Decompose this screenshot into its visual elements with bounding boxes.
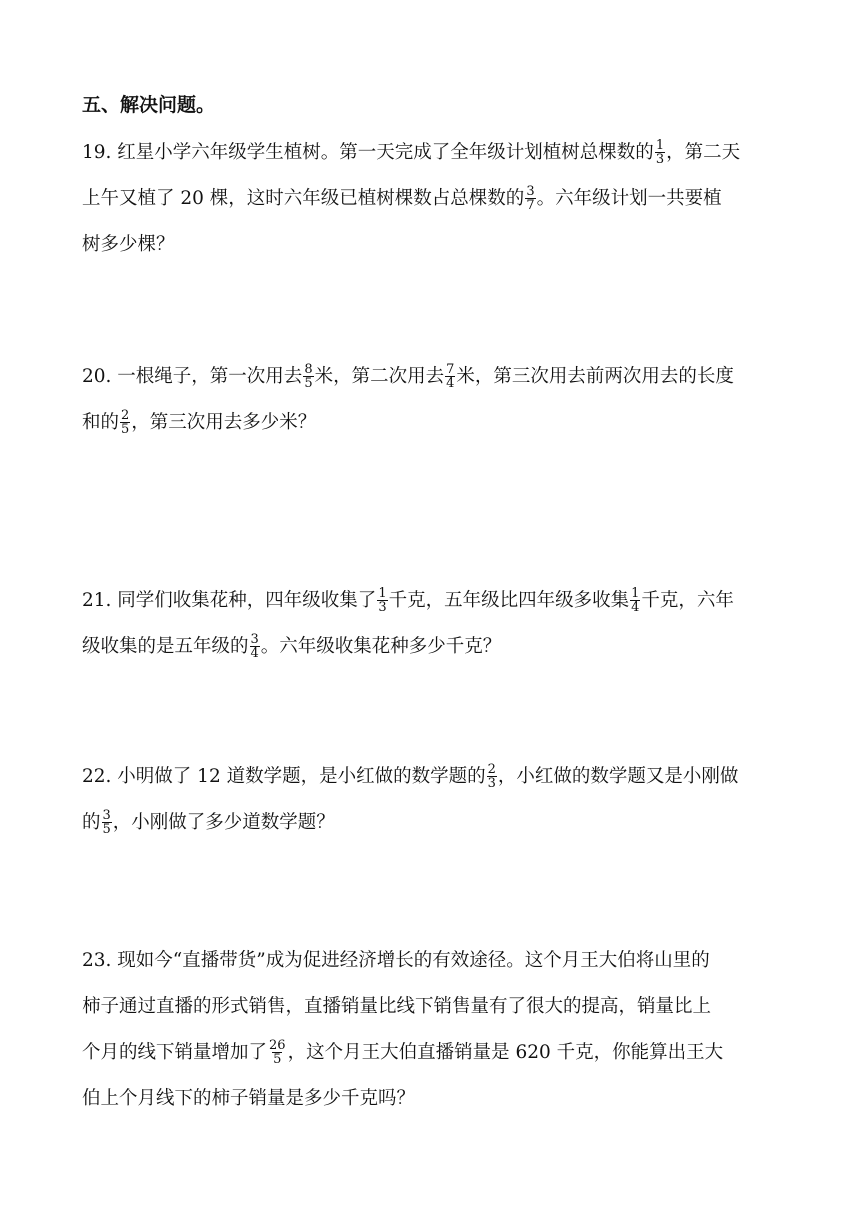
fraction-numerator: 7 bbox=[446, 361, 455, 377]
problem-line bbox=[82, 1084, 415, 1114]
fraction bbox=[303, 363, 313, 390]
problem-23 bbox=[82, 946, 782, 1130]
fraction bbox=[655, 139, 665, 166]
problem-text: 柿子通过直播的形式销售，直播销量比线下销售量有了很大的提高，销量比上 bbox=[82, 996, 712, 1017]
fraction-numerator: 1 bbox=[655, 137, 665, 153]
fraction-denominator: 5 bbox=[273, 1051, 282, 1067]
fraction-denominator: 5 bbox=[102, 821, 111, 837]
fraction-numerator: 2 bbox=[487, 761, 496, 777]
problem-21 bbox=[82, 586, 782, 678]
problem-text: 19. 红星小学六年级学生植树。第一天完成了全年级计划植树总棵数的 bbox=[82, 142, 654, 163]
problem-text: 21. 同学们收集花种，四年级收集了 bbox=[82, 590, 377, 611]
problem-text: 23. 现如今“直播带货”成为促进经济增长的有效途径。这个月王大伯将山里的 bbox=[82, 950, 710, 971]
fraction bbox=[268, 1039, 287, 1066]
problem-text: 。六年级计划一共要植 bbox=[536, 188, 722, 209]
problem-line bbox=[82, 762, 738, 792]
section-title: 五、解决问题。 bbox=[82, 94, 216, 116]
problem-20 bbox=[82, 362, 782, 454]
fraction bbox=[445, 363, 455, 390]
fraction-denominator: 4 bbox=[631, 599, 640, 615]
problem-text: 20. 一根绳子，第一次用去 bbox=[82, 366, 303, 387]
fraction-numerator: 1 bbox=[378, 585, 387, 601]
fraction-numerator: 8 bbox=[304, 361, 313, 377]
fraction-denominator: 3 bbox=[655, 151, 665, 167]
fraction bbox=[250, 633, 260, 660]
problem-22 bbox=[82, 762, 782, 854]
fraction-numerator: 3 bbox=[250, 631, 259, 647]
fraction-numerator: 1 bbox=[631, 585, 640, 601]
problem-line bbox=[82, 632, 501, 662]
problem-text: 上午又植了 20 棵，这时六年级已植树棵数占总棵数的 bbox=[82, 188, 525, 209]
fraction-denominator: 3 bbox=[487, 775, 496, 791]
problem-line bbox=[82, 184, 722, 214]
problem-text: ，第二天 bbox=[666, 142, 741, 163]
fraction-denominator: 3 bbox=[378, 599, 387, 615]
problem-line bbox=[82, 1038, 723, 1068]
fraction bbox=[525, 185, 535, 212]
problem-text: ，小红做的数学题又是小刚做 bbox=[497, 766, 739, 787]
fraction-denominator: 5 bbox=[304, 375, 313, 391]
fraction-denominator: 4 bbox=[446, 375, 455, 391]
fraction bbox=[102, 809, 112, 836]
problem-text: ，这个月王大伯直播销量是 620 千克，你能算出王大 bbox=[287, 1042, 724, 1063]
problem-line bbox=[82, 138, 740, 168]
problem-line bbox=[82, 808, 335, 838]
fraction-denominator: 7 bbox=[526, 197, 535, 213]
fraction-denominator: 4 bbox=[250, 645, 259, 661]
problem-line bbox=[82, 586, 734, 616]
fraction bbox=[630, 587, 640, 614]
problem-line bbox=[82, 230, 175, 260]
problem-text: 22. 小明做了 12 道数学题，是小红做的数学题的 bbox=[82, 766, 486, 787]
problem-line bbox=[82, 408, 316, 438]
fraction-denominator: 5 bbox=[121, 421, 130, 437]
problem-text: 和的 bbox=[82, 412, 120, 433]
fraction-numerator: 3 bbox=[102, 807, 111, 823]
problem-line bbox=[82, 946, 710, 976]
problem-text: 千克，五年级比四年级多收集 bbox=[388, 590, 630, 611]
problem-text: 米，第三次用去前两次用去的长度 bbox=[456, 366, 734, 387]
fraction-numerator: 2 bbox=[121, 407, 130, 423]
fraction bbox=[487, 763, 497, 790]
problem-19 bbox=[82, 138, 782, 276]
problem-line bbox=[82, 362, 734, 392]
problem-text: 的 bbox=[82, 812, 101, 833]
problem-text: ，第三次用去多少米？ bbox=[131, 412, 317, 433]
problem-text: 米，第二次用去 bbox=[314, 366, 445, 387]
problem-text: 个月的线下销量增加了 bbox=[82, 1042, 268, 1063]
problem-line bbox=[82, 992, 711, 1022]
problem-text: 级收集的是五年级的 bbox=[82, 636, 249, 657]
fraction-numerator: 3 bbox=[526, 183, 535, 199]
fraction bbox=[120, 409, 130, 436]
problem-text: 千克，六年 bbox=[641, 590, 734, 611]
problem-text: ，小刚做了多少道数学题？ bbox=[112, 812, 335, 833]
problem-text: 。六年级收集花种多少千克？ bbox=[260, 636, 502, 657]
fraction bbox=[377, 587, 387, 614]
problem-text: 伯上个月线下的柿子销量是多少千克吗？ bbox=[82, 1088, 416, 1109]
problem-text: 树多少棵？ bbox=[82, 234, 175, 255]
fraction-numerator: 26 bbox=[269, 1037, 286, 1053]
